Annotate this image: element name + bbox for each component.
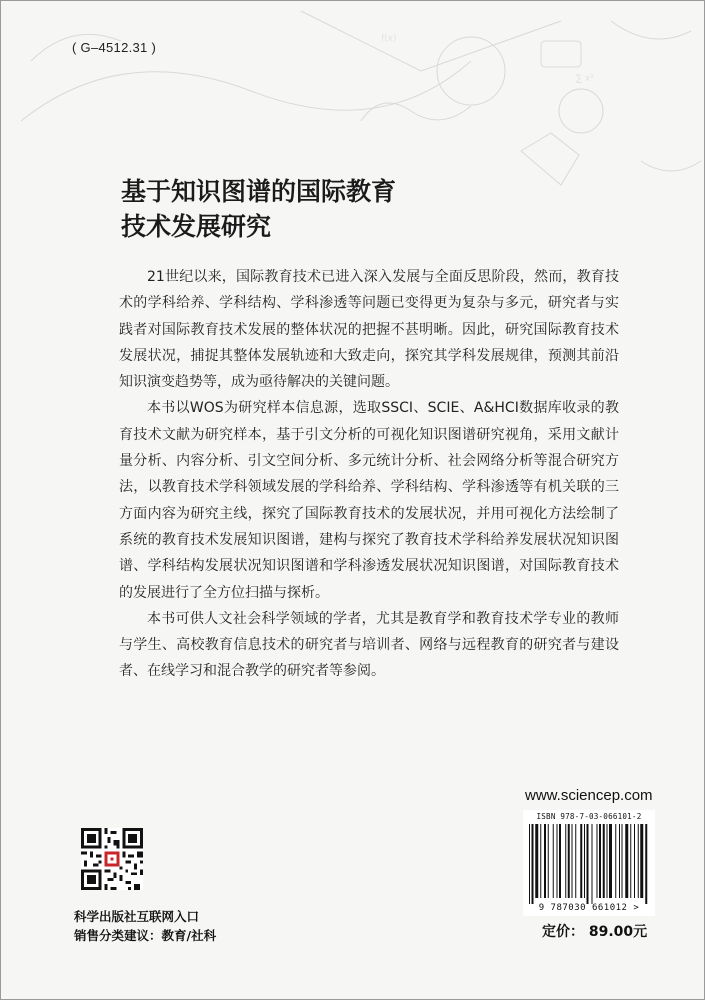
isbn-number: ISBN 978-7-03-066101-2 — [536, 812, 642, 821]
book-title-line-1: 基于知识图谱的国际教育 — [121, 177, 397, 206]
svg-text:f(x): f(x) — [381, 34, 397, 44]
book-title — [121, 174, 396, 244]
barcode-bars — [527, 824, 651, 904]
description-paragraph-3: 本书可供人文社会科学领域的学者，尤其是教育学和教育技术学专业的教师与学生、高校教育信息技术的研究者与培训者、网络与远程教育的研究者与建设者、在线学习和混合教学的研究者等参阅。 — [119, 610, 619, 680]
price: 定价： 89.00元 — [542, 924, 648, 940]
description-paragraph-1: 21世纪以来，国际教育技术已进入深入发展与全面反思阶段，然而，教育技术的学科给养、学科结构、学科渗透等问题已变得更为复杂与多元，研究者与实践者对国际教育技术发展的整体状况的把握不甚明晰。因此，研究国际教育技术发展状况，捕捉其整体发展轨迹和大致走向，探究其学科发展规律，预测其前沿知识演变趋势等，成为亟待解决的关键问题。 — [119, 269, 619, 391]
qr-code[interactable] — [81, 828, 143, 890]
isbn-barcode — [523, 810, 655, 916]
catalog-code: ( G–4512.31 ) — [72, 40, 157, 55]
qr-code-pattern — [81, 828, 143, 890]
publisher-website[interactable]: www.sciencep.com — [525, 787, 653, 804]
book-title-line-2: 技术发展研究 — [121, 212, 272, 241]
book-description — [119, 264, 619, 685]
description-paragraph-2: 本书以WOS为研究样本信息源，选取SSCI、SCIE、A&HCI数据库收录的教育技术文献为研究样本，基于引文分析的可视化知识图谱研究视角，采用文献计量分析、内容分析、引文空间分析、多元统计分析、社会网络分析等混合研究方法，以教育技术学科领域发展的学科给养、学科结构、学科渗透等有机关联的三方面内容为研究主线，探究了国际教育技术的发展状况，并用可视化方法绘制了系统的教育技术发展知识图谱，建构与探究了教育技术学科给养发展状况知识图谱、学科结构发展状况知识图谱和学科渗透发展状况知识图谱，对国际教育技术的发展进行了全方位扫描与探析。 — [119, 400, 619, 601]
category-suggestion: 销售分类建议：教育/社科 — [74, 928, 217, 943]
svg-text:∑ x²: ∑ x² — [576, 74, 594, 84]
qr-caption: 科学出版社互联网入口 — [74, 909, 200, 924]
barcode-digits: 9 787030 661012 > — [538, 903, 640, 913]
